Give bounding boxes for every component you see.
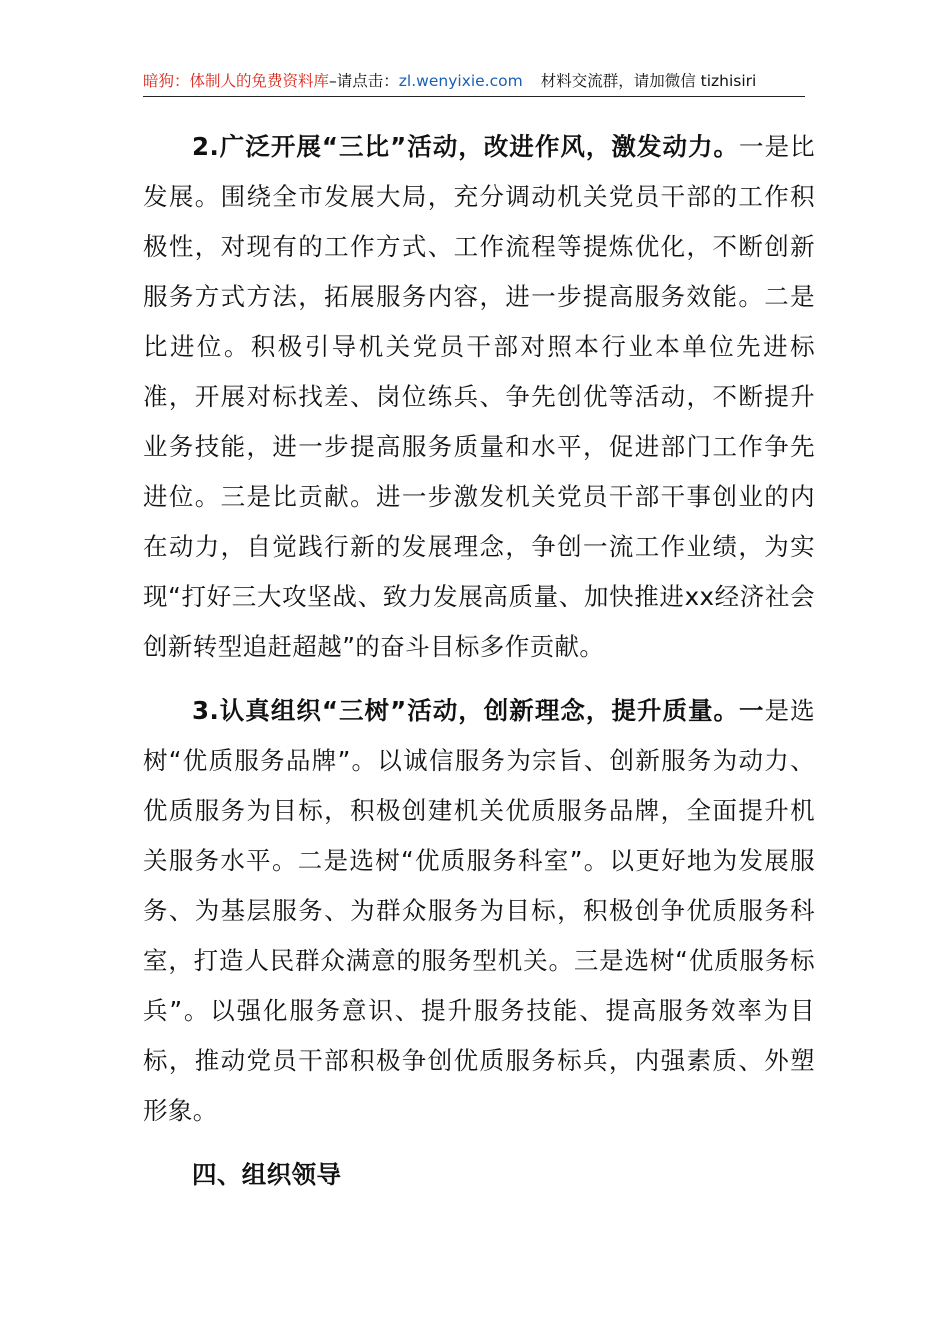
section-3-paragraph <box>143 686 815 1136</box>
section-2-body: 一是比发展。围绕全市发展大局，充分调动机关党员干部的工作积极性，对现有的工作方式、工作流程等提炼优化，不断创新服务方式方法，拓展服务内容，进一步提高服务效能。二是比进位。积极引导机关党员干部对照本行业本单位先进标准，开展对标找差、岗位练兵、争先创优等活动，不断提升业务技能，进一步提高服务质量和水平，促进部门工作争先进位。三是比贡献。进一步激发机关党员干部干事创业的内在动力，自觉践行新的发展理念，争创一流工作业绩，为实现“打好三大攻坚战、致力发展高质量、加快推进xx经济社会创新转型追赶超越”的奋斗目标多作贡献。 <box>143 132 815 661</box>
section-3-body: 是选树“优质服务品牌”。以诚信服务为宗旨、创新服务为动力、优质服务为目标，积极创建机关优质服务品牌，全面提升机关服务水平。二是选树“优质服务科室”。以更好地为发展服务、为基层服务、为群众服务为目标，积极创争优质服务科室，打造人民群众满意的服务型机关。三是选树“优质服务标兵”。以强化服务意识、提升服务技能、提高服务效率为目标，推动党员干部积极争创优质服务标兵，内强素质、外塑形象。 <box>143 696 815 1125</box>
page-header <box>143 68 805 97</box>
site-link[interactable]: zl.wenyixie.com <box>398 72 523 90</box>
section-2-title: 2.广泛开展“三比”活动，改进作风，激发动力。 <box>192 132 740 161</box>
section-2-paragraph <box>143 122 815 672</box>
site-name: 暗狗：体制人的免费资料库 <box>143 72 330 90</box>
section-3-title: 3.认真组织“三树”活动，创新理念，提升质量。一 <box>192 696 765 725</box>
group-note: 材料交流群，请加微信 tizhisiri <box>540 72 757 90</box>
click-prefix: –请点击： <box>329 72 399 90</box>
document-body <box>143 122 815 1200</box>
heading-organization-leadership: 四、组织领导 <box>192 1160 342 1189</box>
